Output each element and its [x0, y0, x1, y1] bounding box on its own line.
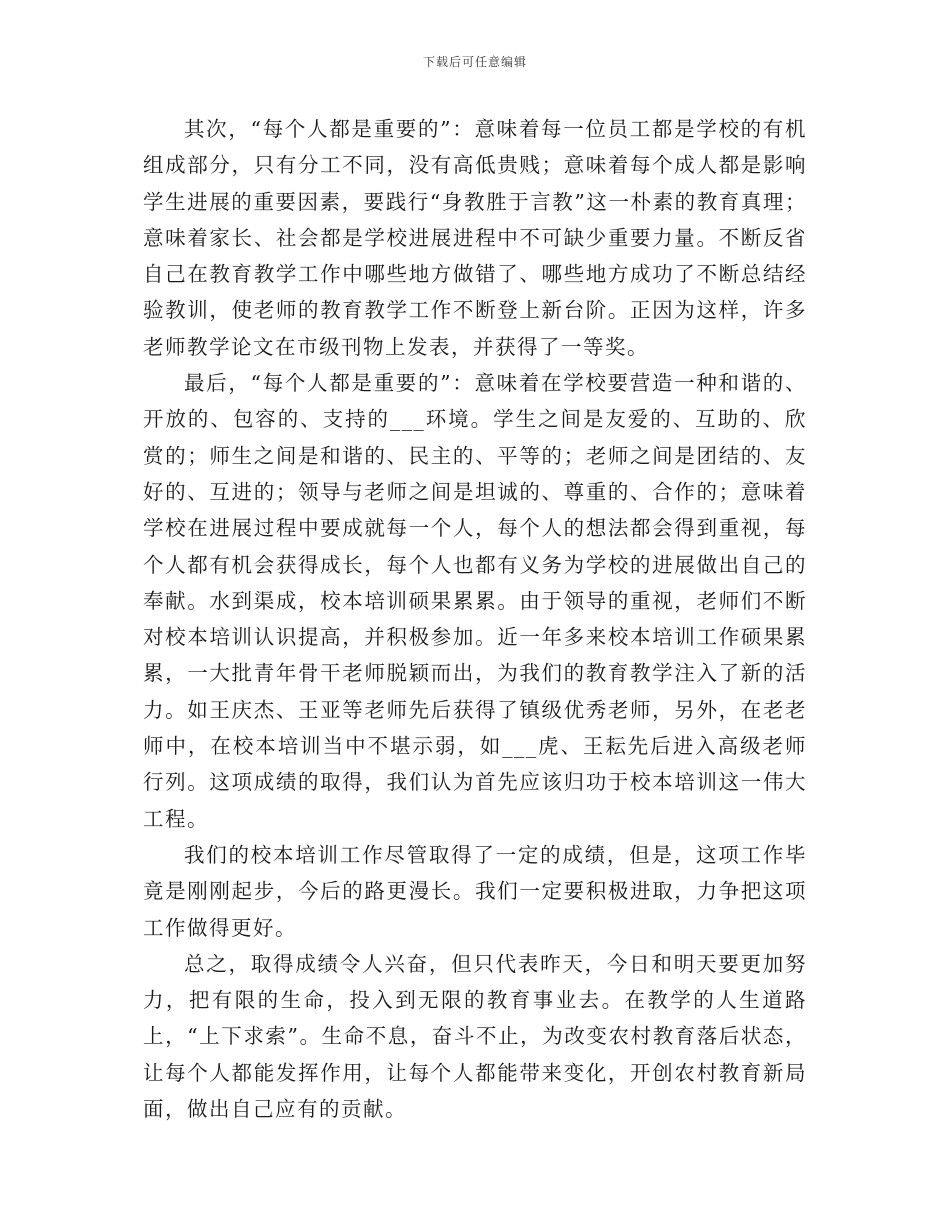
- paragraph-conclusion: 总之，取得成绩令人兴奋，但只代表昨天，今日和明天要更加努力，把有限的生命，投入到无限的教育事业去。在教学的人生道路上，“上下求索”。生命不息，奋斗不止，为改变农村教育落后状态，让每个人都能发挥作用，让每个人都能带来变化，开创农村教育新局面，做出自己应有的贡献。: [143, 951, 807, 1122]
- page-header: 下载后可任意编辑: [422, 55, 527, 69]
- paragraph-achievements: 我们的校本培训工作尽管取得了一定的成绩，但是，这项工作毕竟是刚刚起步，今后的路更漫长。我们一定要积极进取，力争把这项工作做得更好。: [143, 842, 807, 940]
- document-body: [143, 111, 807, 1127]
- paragraph-secondly: 其次，“每个人都是重要的”：意味着每一位员工都是学校的有机组成部分，只有分工不同，没有高低贵贱；意味着每个成人都是影响学生进展的重要因素，要践行“身教胜于言教”这一朴素的教育真理；意味着家长、社会都是学校进展进程中不可缺少重要力量。不断反省自己在教育教学工作中哪些地方做错了、哪些地方成功了不断总结经验教训，使老师的教育教学工作不断登上新台阶。正因为这样，许多老师教学论文在市级刊物上发表，并获得了一等奖。: [143, 117, 807, 359]
- paragraph-finally: 最后，“每个人都是重要的”：意味着在学校要营造一种和谐的、开放的、包容的、支持的___环境。学生之间是友爱的、互助的、欣赏的；师生之间是和谐的、民主的、平等的；老师之间是团结的、友好的、互进的；领导与老师之间是坦诚的、尊重的、合作的；意味着学校在进展过程中要成就每一个人，每个人的想法都会得到重视，每个人都有机会获得成长，每个人也都有义务为学校的进展做出自己的奉献。水到渠成，校本培训硕果累累。由于领导的重视，老师们不断对校本培训认识提高，并积极参加。近一年多来校本培训工作硕果累累，一大批青年骨干老师脱颖而出，为我们的教育教学注入了新的活力。如王庆杰、王亚等老师先后获得了镇级优秀老师，另外，在老老师中，在校本培训当中不堪示弱，如___虎、王耘先后进入高级老师行列。这项成绩的取得，我们认为首先应该归功于校本培训这一伟大工程。: [143, 371, 807, 831]
